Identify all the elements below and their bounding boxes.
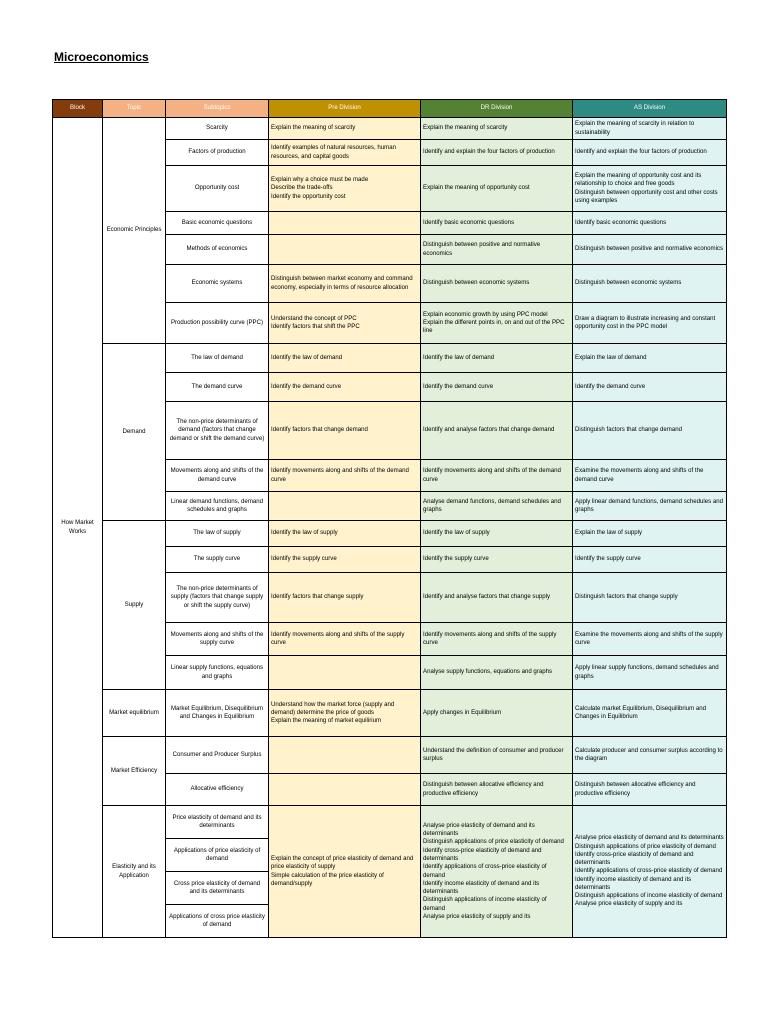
- subtopic-cell: Linear demand functions, demand schedules and graphs: [166, 492, 269, 521]
- pre-division-cell: [269, 166, 421, 212]
- dr-division-cell: Identify the law of demand: [421, 344, 573, 373]
- pre-division-cell: Identify the supply curve: [269, 547, 421, 573]
- pre-division-cell: Distinguish between market economy and command economy, especially in terms of resource allocation: [269, 265, 421, 303]
- pre-division-cell: Identify movements along and shifts of the supply curve: [269, 623, 421, 656]
- pre-division-cell: [269, 212, 421, 235]
- cell-line: Explain the concept of price elasticity of demand and price elasticity of supply: [271, 854, 414, 871]
- subtopic-cell: Cross price elasticity of demand and its determinants: [166, 872, 269, 905]
- column-header-dr-division: DR Division: [421, 100, 573, 118]
- pre-division-cell: Identify the demand curve: [269, 373, 421, 402]
- as-division-cell: [573, 166, 727, 212]
- pre-division-cell: Identify the law of supply: [269, 521, 421, 547]
- dr-division-cell: Explain the meaning of opportunity cost: [421, 166, 573, 212]
- cell-line: Identify the opportunity cost: [271, 192, 346, 200]
- cell-line: Distinguish applications of price elasticity of demand: [575, 842, 716, 850]
- dr-division-cell: Distinguish between economic systems: [421, 265, 573, 303]
- as-division-cell: Calculate producer and consumer surplus according to the diagram: [573, 737, 727, 774]
- as-division-cell: Calculate market Equilibrium, Disequilibrium and Changes in Equilibrium: [573, 690, 727, 737]
- pre-division-cell: Identify the law of demand: [269, 344, 421, 373]
- cell-line: Explain the different points in, on and out of the PPC line: [423, 318, 565, 335]
- pre-division-cell: [269, 235, 421, 265]
- as-division-cell: Identify basic economic questions: [573, 212, 727, 235]
- dr-division-cell: Analyse supply functions, equations and graphs: [421, 656, 573, 690]
- pre-division-cell: [269, 737, 421, 774]
- pre-division-cell: Explain the meaning of scarcity: [269, 118, 421, 140]
- document-title: Microeconomics: [54, 50, 149, 64]
- subtopic-cell: Movements along and shifts of the supply curve: [166, 623, 269, 656]
- dr-division-cell: Analyse demand functions, demand schedules and graphs: [421, 492, 573, 521]
- cell-line: Explain the meaning of market equilirium: [271, 717, 382, 725]
- subtopic-cell: The law of demand: [166, 344, 269, 373]
- pre-division-cell: [269, 690, 421, 737]
- topic-cell-market-equilibrium: Market equilibrium: [103, 690, 166, 737]
- as-division-cell: Distinguish between positive and normative economics: [573, 235, 727, 265]
- dr-division-cell: Identify the demand curve: [421, 373, 573, 402]
- table-row: [53, 690, 727, 737]
- cell-line: Identify applications of cross-price elasticity of demand: [575, 867, 723, 875]
- cell-line: Distinguish applications of income elasticity of demand: [575, 892, 723, 900]
- subtopic-cell: Price elasticity of demand and its determinants: [166, 806, 269, 839]
- as-division-cell: Explain the law of demand: [573, 344, 727, 373]
- pre-division-cell: [269, 492, 421, 521]
- as-division-cell: Distinguish factors that change demand: [573, 402, 727, 460]
- subtopic-cell: The law of supply: [166, 521, 269, 547]
- cell-line: Identify cross-price elasticity of demand and determinants: [575, 850, 694, 867]
- as-division-cell: Identify the supply curve: [573, 547, 727, 573]
- pre-division-cell: [269, 656, 421, 690]
- subtopic-cell: Factors of production: [166, 140, 269, 166]
- column-header-block: Block: [53, 100, 103, 118]
- dr-division-cell: Distinguish between positive and normative economics: [421, 235, 573, 265]
- subtopic-cell: Scarcity: [166, 118, 269, 140]
- subtopic-cell: Consumer and Producer Surplus: [166, 737, 269, 774]
- dr-division-cell: Apply changes in Equilibrium: [421, 690, 573, 737]
- cell-line: Distinguish applications of price elasticity of demand: [423, 838, 564, 846]
- cell-line: Understand how the market force (supply and demand) determine the price of goods: [271, 700, 395, 716]
- cell-line: Identify applications of cross-price elasticity of demand: [423, 863, 547, 879]
- cell-line: Identify factors that shift the PPC: [271, 323, 360, 330]
- dr-division-cell: Identify and analyse factors that change supply: [421, 573, 573, 623]
- curriculum-table: [52, 99, 727, 938]
- cell-line: Simple calculation of the price elasticity of demand/supply: [271, 871, 384, 887]
- subtopic-cell: Applications of cross price elasticity of demand: [166, 905, 269, 938]
- dr-division-cell: Identify basic economic questions: [421, 212, 573, 235]
- pre-division-cell: Identify movements along and shifts of the demand curve: [269, 460, 421, 492]
- as-division-cell: Identify and explain the four factors of production: [573, 140, 727, 166]
- cell-line: Distinguish applications of income elasticity of demand: [423, 896, 547, 912]
- subtopic-cell: Opportunity cost: [166, 166, 269, 212]
- subtopic-cell: Methods of economics: [166, 235, 269, 265]
- cell-line: Identify income elasticity of demand and its determinants: [575, 875, 692, 891]
- cell-line: Understand the concept of PPC: [271, 314, 357, 322]
- cell-line: Describe the trade-offs: [271, 184, 333, 192]
- as-division-cell: Distinguish between economic systems: [573, 265, 727, 303]
- dr-division-cell: Identify the supply curve: [421, 547, 573, 573]
- cell-line: Analyse price elasticity of demand and its determinants: [575, 834, 724, 842]
- as-division-cell: Identify the demand curve: [573, 373, 727, 402]
- subtopic-cell: The non-price determinants of demand (factors that change demand or shift the demand curve): [166, 402, 269, 460]
- cell-line: Explain economic growth by using PPC model: [423, 310, 548, 318]
- table-row: [53, 737, 727, 774]
- table-row: [53, 118, 727, 140]
- subtopic-cell: The demand curve: [166, 373, 269, 402]
- subtopic-cell: Linear supply functions, equations and graphs: [166, 656, 269, 690]
- as-division-cell: Examine the movements along and shifts of the supply curve: [573, 623, 727, 656]
- cell-line: Analyse price elasticity of supply and its: [423, 912, 531, 920]
- dr-division-cell: Identify and analyse factors that change demand: [421, 402, 573, 460]
- as-division-cell: Examine the movements along and shifts of the demand curve: [573, 460, 727, 492]
- as-division-cell: Explain the law of supply: [573, 521, 727, 547]
- topic-cell-elasticity: Elasticity and its Application: [103, 806, 166, 938]
- pre-division-cell: Identify examples of natural resources, human resources, and capital goods: [269, 140, 421, 166]
- pre-division-cell: Identify factors that change supply: [269, 573, 421, 623]
- cell-line: Explain the meaning of opportunity cost and its relationship to choice and free goods: [575, 171, 702, 188]
- subtopic-cell: Economic systems: [166, 265, 269, 303]
- pre-division-cell: [269, 806, 421, 938]
- pre-division-cell: [269, 774, 421, 806]
- topic-cell-supply: Supply: [103, 521, 166, 690]
- as-division-cell: Explain the meaning of scarcity in relation to sustainability: [573, 118, 727, 140]
- subtopic-cell: Applications of price elasticity of demand: [166, 839, 269, 872]
- subtopic-cell: The non-price determinants of supply (factors that change supply or shift the supply curve): [166, 573, 269, 623]
- topic-cell-market-efficiency: Market Efficiency: [103, 737, 166, 806]
- table-row: [53, 344, 727, 373]
- as-division-cell: Distinguish between allocative efficiency and productive efficiency: [573, 774, 727, 806]
- as-division-cell: Apply linear supply functions, demand schedules and graphs: [573, 656, 727, 690]
- column-header-subtopics: Subtopics: [166, 100, 269, 118]
- as-division-cell: Apply linear demand functions, demand schedules and graphs: [573, 492, 727, 521]
- dr-division-cell: Identify movements along and shifts of the supply curve: [421, 623, 573, 656]
- subtopic-cell: Basic economic questions: [166, 212, 269, 235]
- dr-division-cell: Understand the definition of consumer and producer surplus: [421, 737, 573, 774]
- column-header-topic: Topic: [103, 100, 166, 118]
- as-division-cell: [573, 806, 727, 938]
- pre-division-cell: Identify factors that change demand: [269, 402, 421, 460]
- column-header-as-division: AS Division: [573, 100, 727, 118]
- dr-division-cell: Identify and explain the four factors of production: [421, 140, 573, 166]
- dr-division-cell: Explain the meaning of scarcity: [421, 118, 573, 140]
- dr-division-cell: Identify the law of supply: [421, 521, 573, 547]
- cell-line: Distinguish between opportunity cost and other costs using examples: [575, 188, 718, 204]
- subtopic-cell: The supply curve: [166, 547, 269, 573]
- cell-line: Identify income elasticity of demand and its determinants: [423, 879, 540, 896]
- cell-line: Explain why a choice must be made: [271, 176, 369, 184]
- pre-division-cell: [269, 303, 421, 344]
- subtopic-cell: Production possibility curve (PPC): [166, 303, 269, 344]
- table-row: [53, 806, 727, 839]
- topic-cell-demand: Demand: [103, 344, 166, 521]
- cell-line: Analyse price elasticity of demand and its determinants: [423, 821, 535, 838]
- dr-division-cell: Identify movements along and shifts of the demand curve: [421, 460, 573, 492]
- dr-division-cell: [421, 303, 573, 344]
- as-division-cell: Draw a diagram to illustrate increasing and constant opportunity cost in the PPC model: [573, 303, 727, 344]
- dr-division-cell: Distinguish between allocative efficiency and productive efficiency: [421, 774, 573, 806]
- column-header-pre-division: Pre Division: [269, 100, 421, 118]
- topic-cell-economic-principles: Economic Principles: [103, 118, 166, 344]
- cell-line: Analyse price elasticity of supply and its: [575, 900, 683, 908]
- cell-line: Identify cross-price elasticity of demand and determinants: [423, 846, 542, 862]
- block-cell: How Market Works: [53, 118, 103, 938]
- subtopic-cell: Market Equilibrium, Disequilibrium and Changes in Equilibrium: [166, 690, 269, 737]
- table-header-row: [53, 100, 727, 118]
- as-division-cell: Distinguish factors that change supply: [573, 573, 727, 623]
- dr-division-cell: [421, 806, 573, 938]
- subtopic-cell: Movements along and shifts of the demand curve: [166, 460, 269, 492]
- subtopic-cell: Allocative efficiency: [166, 774, 269, 806]
- table-row: [53, 521, 727, 547]
